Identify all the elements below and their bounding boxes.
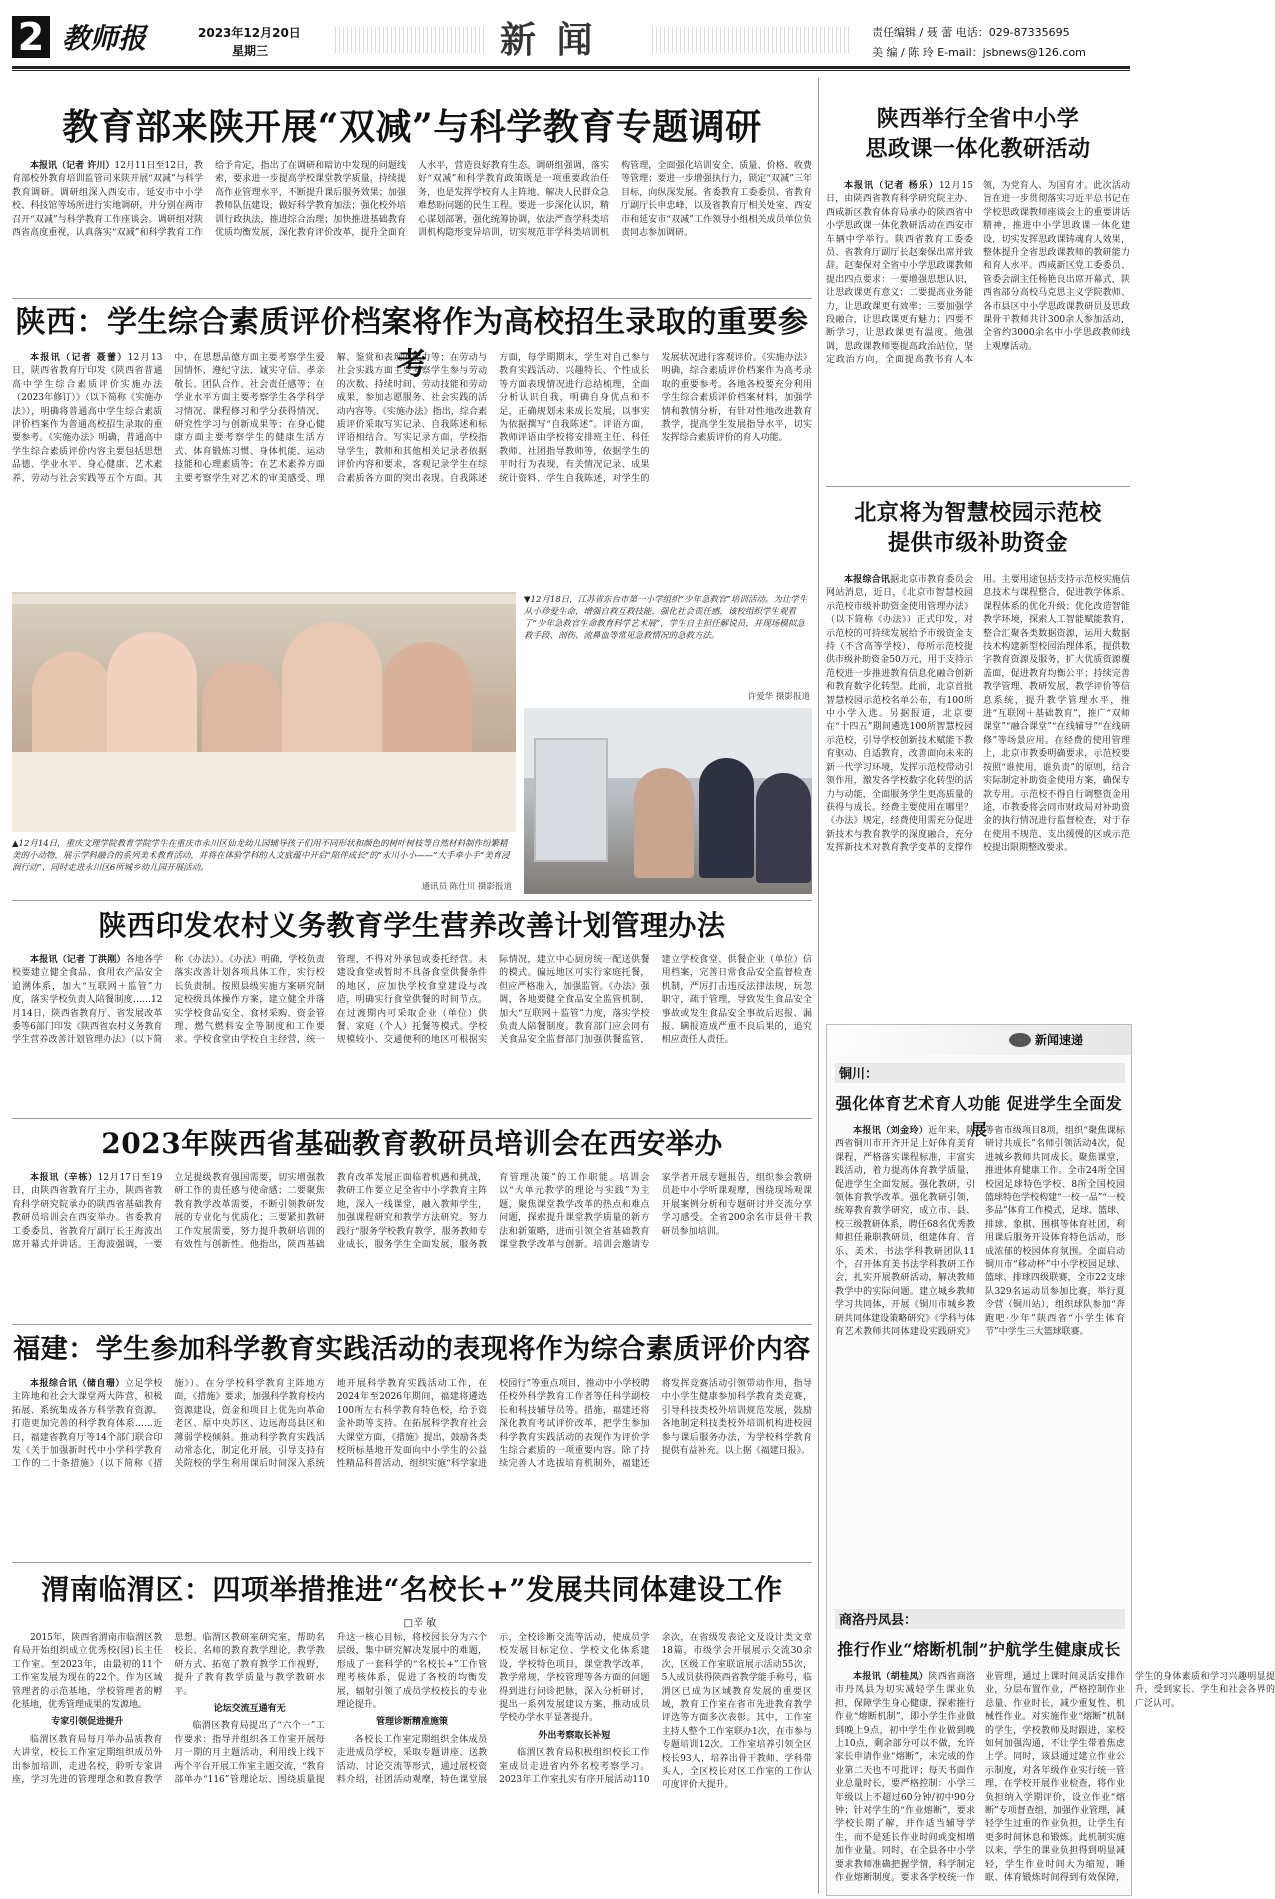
article-5-byline: 本报综合讯（储自珊） [30, 1379, 125, 1389]
article-6-sub1-text: 临渭区教育局每月举办品质教育大讲堂，校长工作室定期组织成员外出参加培训，走进名校，聆听专家讲座，学习先进的管理理念和教育教学思想。临渭区教研室研究室，帮助名校长、名师的教育教学理论，教学教研方式、拓宽了教育教学工作视野，提升了教育教学质量与教学教研水平。 [12, 1633, 325, 1786]
express-1-title: 强化体育艺术育人功能 促进学生全面发展 [835, 1094, 1123, 1139]
article-4-text: 12月17日至19日，由陕西省教育厅主办，陕西省教育科学研究院承办的陕西省基础教育教研员培训会在西安举办。省委教育工委委员、省教育厅副厅长王海波出席开幕式并讲话。王海波强调，一要立足提级教育强国需要，切实增强教研工作的责任感与使命感；二要聚焦教育教学改革需要，不断引领教研发展的专业化与优质化；三要紧扣教研工作发展需要，努力提升教研培训的有效性与创新性。他指出，陕西基础教育改革发展正面临着机遇和挑战，教研工作要立足全省中小学教育主阵地，深入一线课堂，融入教师学生，加强课程研究和教学方法研究。努力践行“服务学校教育教学，服务教师专业成长，服务学生全面发展，服务教育管理决策”的工作职能。培训会以“大单元教学的理论与实践”为主题，聚焦课堂教学改革的热点和难点问题，探索提升课堂教学质量的新方法和新策略，进而引领全省基础教育课堂教学改革与创新。培训会邀请专家学者开展专题报告，组织参会教研员赴中小学听课观摩，围绕现场观课开展案例分析和专题研讨并交流分享学习感受。全省200余名市县骨干教研员参加培训。 [12, 1173, 812, 1251]
article-1-text: 12月11日至12日，教育部校外教育培训监管司来陕开展“双减”与科学教育调研。调研组深入西安市、延安市中小学校、科技馆等场所进行实地调研，并分别在两市召开“双减”与科学教育工作座谈会。调研组对陕西省高度重视，认真落实“双减”和科学教育工作给予肯定，指出了在调研和暗访中发现的问题线索，要求进一步提高学校课堂教学质量，持续提高作业管理水平，不断提升课后服务效果；加强教师队伍建设，做好科学教育加法；强化校外培训行政执法，推进综合治理；加快推进基础教育优质均衡发展，深化教育评价改革，提升全面育人水平，营造良好教育生态。调研组强调，落实好“双减”和科学教育政策既是一项重要政治任务，也是发挥学校育人主阵地、解决人民群众急难愁盼问题的民生工程。要进一步深化认识，精心谋划部署，强化统筹协调，依法严查学科类培训机构隐形变异培训，切实规范非学科类培训机构管理，全面强化培训安全、质量、价格、收费等管理；要进一步增强执行力，锁定“双减”三年目标，向纵深发展。省委教育工委委员、省教育厅副厅长申忠峰，以及省教育厅相关处室、西安市和延安市“双减”工作领导小组相关成员单位负责同志参加调研。 [12, 161, 812, 239]
designer-line: 美 编 / 陈 玲 E-mail：jsbnews@126.com [872, 46, 1086, 59]
right-2-headline-line1: 北京将为智慧校园示范校 [854, 500, 1102, 526]
news-express-box [826, 1024, 1275, 1896]
editor-line: 责任编辑 / 聂 蕾 电话：029-87335695 [872, 26, 1070, 39]
article-6-headline: 渭南临渭区：四项举措推进“名校长+”发展共同体建设工作 [41, 1573, 783, 1606]
article-2-body [12, 352, 812, 582]
article-3-text: 各地各学校要建立健全食品、食用农产品安全追溯体系，加大“互联网＋监管”力度，落实学校负责人陪餐制度……12月14日，陕西省教育厅、省发展改革委等6部门印发《陕西省农村义务教育学生营养改善计划管理办法》（以下简称《办法》）。《办法》明确，学校负责落实改善计划各项具体工作，实行校长负责制。按照县级实施方案研究制定校级具体操作方案，建立健全并落实学校食品安全、食材采购、资金管理、燃气燃料安全等制度和工作要求。学校食堂由学校自主经营，统一管理，不得对外承包或委托经营。未建设食堂或暂时不具备食堂供餐条件的地区，应加快学校食堂建设与改造，明确实行食堂供餐的时间节点。在过渡期内可采取企业（单位）供餐、家庭（个人）托餐等模式。学校规模较小、交通便利的地区可根据实际情况，建立中心厨房统一配送供餐的模式。偏远地区可实行家庭托餐，但应严格准入，加强监管。《办法》强调，各地要健全食品安全监管机制，加大“互联网＋监管”力度，落实学校负责人陪餐制度。教育部门应会同有关食品安全监督部门加强供餐监管，建立学校食堂、供餐企业（单位）信用档案，完善日常食品安全监督检查机制，严厉打击违反法律法规，玩忽职守，疏于管理，导致发生食品安全事故或发生食品安全事故后迟报、漏报、瞒报造成严重不良后果的，追究相应责任人责任。 [12, 955, 812, 1046]
page-number: 2 [12, 16, 50, 58]
express-1-byline: 本报讯（刘金玲） [853, 1126, 929, 1136]
section-ornament-left [335, 27, 485, 53]
article-2-text: 12月13日，陕西省教育厅印发《陕西省普通高中学生综合素质评价实施办法（2023年修订）》（以下简称《实施办法》），明确将普通高中学生综合素质评价档案作为普通高校招生录取的重要参考。《实施办法》明确，普通高中学生综合素质评价内容主要包括思想品德、学业水平、身心健康、艺术素养、劳动与社会实践等五个方面。其中，在思想品德方面主要考察学生爱国情怀、遵纪守法、诚实守信、孝亲敬长、团队合作、社会责任感等；在学业水平方面主要考察学生各学科学习情况、课程修习和学分获得情况、研究性学习与创新成果等；在身心健康方面主要考察学生的健康生活方式、体育锻炼习惯、身体机能、运动技能和心理素质等；在艺术素养方面主要考察学生对艺术的审美感受、理解、鉴赏和表现的能力等；在劳动与社会实践方面主要考察学生参与劳动的次数、持续时间、劳动技能和劳动成果，参加志愿服务、社会实践的活动内容等。《实施办法》指出，综合素质评价采取写实记录、自我陈述和标评语相结合。写实记录方面，学校指导学生，教师和其他相关记录者依据评价内容和要求，客观记录学生在综合素质各方面的突出表现。自我陈述方面，每学期期末，学生对自己参与教育实践活动、兴趣特长、个性成长等方面表现情况进行总结梳理，全面分析认识自我，明确自身优点和不足，正确规划未来成长发展，以事实为依据撰写“自我陈述”。评语方面，教师评语由学校将安排班主任、科任教师、社团指导教师等，依据学生的平时行为表现，有关情况记录、成果统计资料、学生自我陈述，对学生的发展状况进行客观评价。《实施办法》明确，综合素质评价档案作为高考录取的重要参考。各地各校要充分利用学生综合素质评价档案材料，加强学情和教情分析，有针对性地改进教育教学，提高学生发展指导水平，切实发挥综合素质评价的育人功能。 [12, 353, 812, 484]
article-6-sub3: 管理诊断精准施策 [375, 1717, 448, 1728]
news-express-icon [1009, 1033, 1031, 1047]
article-5-text: 立足学校主阵地和社会大课堂两大阵营，积极拓展、系统集成各方科学教育资源，打造更加完善的科学教育体系……近日，福建省教育厅等14个部门联合印发《关于加强新时代中小学科学教育工作的二十条措施》（以下简称《措施》）。在分学校科学教育主阵地方面，《措施》要求，加强科学教育校内资源建设，资金和项目上优先向革命老区、原中央苏区、边远海岛县区和薄弱学校倾斜。推动科学教育实践活动常态化，制定化开展，引导支持有关院校的学生利用课后时间深入系统地开展科学教育实践活动工作，在2024年至2026年期间，福建将遴选100所左右科学教育特色校，给予资金补助等支持。在拓展科学教育社会大课堂方面，《措施》提出，鼓励各类校所标基地开发面向中小学生的公益性精品科普活动，组织实施“科学家进校园行”等重点项目，推动中小学校聘任校外科学教育工作者等任科学副校长和科技辅导员等。措施，福建还将深化教育考试评价改革，把学生参加科学教育实践活动的表现作为评价学生综合素质的一项重要内容。除了持续完善人才选拔培育机制外，福建还将发挥竞赛活动引领带动作用，指导中小学生健康参加科学教育类竞赛，引导科技类校外培训规范发展，鼓励各地制定科技类校外培训机构进校园参与课后服务办法，为学校科学教育提供有益补充。以上据《福建日报》。 [12, 1379, 812, 1470]
masthead [0, 0, 1140, 72]
article-6-body [12, 1632, 812, 1894]
right-1-byline: 本报讯（记者 杨乐） [844, 181, 939, 191]
article-3-byline: 本报讯（记者 丁洪刚） [30, 955, 126, 965]
express-1-region-text: 铜川： [839, 1067, 879, 1082]
photo-firstaid-caption-text: ▼12月18日，江苏省东台市第一小学组织“少年急救官”培训活动。为让学生从小珍爱生命，增强自救互救技能，强化社会责任感，该校组织学生观看了“少年急救官生命教育科学艺术展”，学生自主担任解说员，并现场模拟急救手段、剖伤、流鼻血等常见急救情况的急救方法。 [524, 595, 808, 641]
express-1-region [835, 1063, 1125, 1083]
article-1-headline: 教育部来陕开展“双减”与科学教育专题调研 [62, 106, 762, 148]
article-2-headline: 陕西：学生综合素质评价档案将作为高校招生录取的重要参考 [15, 305, 809, 382]
article-6-sub4: 外出考察取长补短 [538, 1730, 611, 1741]
right-2-headline-line2: 提供市级补助资金 [887, 530, 1068, 556]
right-2-byline: 本报综合讯 [844, 575, 891, 585]
right-1-body [826, 180, 1130, 480]
photo-kindergarten-caption-text: ▲12月14日，重庆文理学院教育学院学生在重庆市永川区仙龙幼儿园辅导孩子们用不同形状和颜色的树叶树枝等自然材料制作纷繁精美的小动物，展示学科融合的系列美术教育活动，并将在体验学科的人文底蕴中开启“陪伴成长”的“永川小小——”大手牵小手“美育浸润行动”，同时走进永川区6所城乡幼儿园开展活动。 [12, 839, 510, 873]
issue-weekday: 星期三 [232, 44, 269, 58]
section-title: 新 闻 [500, 19, 597, 61]
right-2-text: 据北京市教育委员会网站消息，近日，《北京市智慧校园示范校市级补助资金使用管理办法》（以下简称《办法》）正式印发，对示范校的可持续发展给予市级资金支持（不含高等学校），每所示范校提供市级补助资金50万元，用于支持示范校进一步推进教育信息化融合创新和教育数字化转型。此前，北京首批智慧校园示范校名单公布，有100所中小学入选。另据报道，北京要在“十四五”期间遴选100所智慧校园示范校，引导学校创新技术赋能下教育驱动、自适教育，改善面向未来的新一代学习环境，发挥示范校带动引领作用，激发各学校数字化转型的活力与动能，全面服务学生更高质量的获得与成长。经费主要使用在哪里？《办法》规定，经费使用需充分促进新技术与教育教学的深度融合，充分发挥新技术对教育教学变革的支撑作用。主要用途包括支持示范校实施信息技术与课程整合，促进教学体系、课程体系的优化升级；优化改造智能教学环境，探索人工智能赋能教育，整合汇聚各类数据资源，运用大数据技术构建新型校园治理体系，提供数字教育资源及服务，扩大优质资源覆盖面，促进教育均衡公平；持续完善教学管理、教研发展，教学评价等信息系统，提升教学管理水平，推进“互联网＋基础教育”，推广“双师课堂”“融合课堂”“在线辅导”“在线研修”等场景应用。在经费的使用管理上，北京市教委明确要求，示范校要按照“谁使用，谁负责”的原则，结合实际制定补助资金使用方案，确保专款专用。示范校不得自行调整资金用途，市教委将会同市财政局对补助资金的执行情况进行监督检查，对于存在使用不规范、支出缓慢的区或示范校提出限期整改要求。 [826, 575, 1130, 854]
photo-kindergarten [12, 592, 516, 832]
article-6-sub2: 论坛交流互通有无 [213, 1704, 286, 1715]
article-3-headline: 陕西印发农村义务教育学生营养改善计划管理办法 [98, 909, 726, 942]
photo-firstaid-caption [524, 594, 812, 686]
express-2-region-text: 商洛丹凤县： [839, 1613, 918, 1628]
article-5-headline: 福建：学生参加科学教育实践活动的表现将作为综合素质评价内容 [13, 1334, 811, 1365]
express-2-title: 推行作业“熔断机制”护航学生健康成长 [837, 1640, 1121, 1659]
right-1-headline-line1: 陕西举行全省中小学 [876, 106, 1080, 132]
right-2-body [826, 574, 1130, 1014]
article-6-sub2-text: 临渭区教育局提出了“六个一”工作要求：指导并组织各工作室开展每月一期的月主题活动，利用线上线下两个平台开展工作室主题交流，“教育部单办“116”管理论坛、围绕质量提升这一核心目标，将校园长分为六个层级，集中研究解决发展中的难题，形成了一套科学的“名校长+”工作管理考核体系，促进了各校的均衡发展，辐射引领了成员学校校长的专业理论提升。 [174, 1633, 488, 1786]
express-2-body [835, 1671, 1275, 1889]
section-ornament-right [652, 27, 852, 53]
article-6-sub1: 专家引领促进提升 [51, 1717, 124, 1728]
article-6-sub3-text: 各校长工作室定期组织全体成员走进成员学校，采取专题讲座、送教活动、讨论交流等形式，通过展校资料介绍，社团活动观摩，特色课堂展示，全校诊断交流等活动，使成员学校发展目标定位、学校文化体系建设，学校特色项目，课堂教学改革，教学常规，学校管理等各方面的问题得到进行问诊把脉，深入分析研讨，提出一系列发展建议方案，推动成员学校办学水平显著提升。 [336, 1633, 650, 1786]
express-2-byline: 本报讯（胡桂凤） [853, 1672, 929, 1682]
photo-kindergarten-credit: 通讯员 陈仕川 摄影报道 [421, 882, 512, 892]
paper-name: 教师报 [62, 22, 147, 55]
article-2-byline: 本报讯（记者 聂蕾） [30, 353, 128, 363]
article-6-sub4-text: 临渭区教育局积极组织校长工作室成员走进省内外名校考察学习。2023年工作室扎实有序开展活动110余次，在省级发表论文及设计类文章18篇，市级学会开展展示交流30余次，区级工作室联谊展示活动55次，5人成员获得陕西省教学能手称号，临渭区已成为区域教育发展的重要区域，教育工作室在省市先进教育教学评选等方面多次表彰。其中，工作室主持人整个工作室联办1次，在市参与专题培训12次。工作室培养引领全区校长93人，培养出骨干教师、学科带头人，全区校长对区工作室的工作认可度评价大提升。 [499, 1633, 812, 1791]
right-1-text: 12月15日，由陕西省教育科学研究院主办、西咸新区教育体育局承办的陕西省中小学思政课一体化教研活动在西安市车辆中学举行。陕西省教育工委委员、省教育厅副厅长赵秦保出席并致辞。赵秦保对全省中小学思政课教师提出四点要求：一要增强思想认识，让思政课更有意义；二要提高业务能力，让思政课更有效率；三要加强学段融合，让思政课更有魅力；四要不断学习，让思政课更有温度。他强调，思政课教师要提高政治站位，坚定政治方向，全面提高教书育人本领，为党育人、为国育才。此次活动旨在进一步贯彻落实习近平总书记在学校思政课教师座谈会上的重要讲话精神，推进中小学思政课一体化建设，切实发挥思政课铸魂育人效果，整体提升全省思政课教师的教研能力和育人水平。西咸新区党工委委员、管委会副主任杨艳良出席开幕式，陕西省部分高校马克思主义学院教师、各市县区中小学思政课教研员及思政课骨干教师共计300余人参加活动，全省约3000余名中小学思政教师线上观摩活动。 [826, 181, 1130, 366]
article-6-intro: 2015年，陕西省渭南市临渭区教育局开始组织成立优秀校(园)长主任工作室。至2023年，由最初的11个工作室发展为现在的22个。作为区域管理者的示范基地，学校管理者的孵化基地，优秀管理成果的发源地。 [12, 1633, 163, 1711]
news-express-label: 新闻速递 [1035, 1033, 1084, 1047]
issue-date: 2023年12月20日 [198, 26, 301, 40]
photo-firstaid-credit: 许爱华 摄影报道 [747, 692, 810, 702]
article-6-byline: □辛 敏 [403, 1618, 437, 1629]
express-1-text: 近年来，陕西省铜川市开齐开足上好体育美育课程，严格落实课程标准，丰富实践活动，着力提高体育教学质量，促进学生全面发展。强化教研，引领体育教学改革。强化教研引领，统筹教育教学研究，成立市、县、校三级教研体系，聘任68名优秀教师担任兼职教研员，组建体育、音乐、美术、书法学科教研团队11个，召开体育美书法学科教研工作会，扎实开展教研活动，解决教师教学中的实际问题。建立城乡教师学习共同体，开展《铜川市城乡教研共同体建设策略研究》《学科与体育艺术教师共同体建设实践研究》等省市级项目8项，组织“聚焦课标 研讨共成长”名师引领活动4次，促进城乡教师共同成长。聚焦课堂，推进体育健康工作。全市24所全国校园足球特色学校、8所全国校园篮球特色学校构建“一校一品”“一校多品”体育工作模式，足球、篮球、排球、象棋、围棋等体育社团，利用课后服务开设体育特色活动，形成浓郁的校园体育氛围。全面启动铜川市“移动杯”中小学校园足球、篮球、排球四级联赛，全市22支球队329名运动员参加比赛，举行夏令营（铜川站），组织球队参加“奔跑吧·少年”陕西省“小学生体育节”中学生三大篮球联赛。 [835, 1126, 1125, 1338]
article-5-body [12, 1378, 812, 1554]
express-1-body [835, 1125, 1125, 1601]
express-2-text: 陕西省商洛市丹凤县为切实减轻学生课业负担，保障学生身心健康，探索推行作业“熔断机制”，即小学生作业做到晚上9点，初中学生作业做到晚上10点，剩余部分可以不做，允许家长申请作业“熔断”，未完成的作业第二天也不可批评；每天书面作业总量时长，要严格控制：小学三年级以上不超过60分钟/初中90分钟；针对学生的“作业熔断”，要求学校长期了解，并作适当辅导学生，而不是延长作业时间或变相增加作业量。同时，在全县各中小学要求教师准确把握学情，科学制定作业熔断制度。要求各学校统一作业管理，通过上课时间灵活安排作业，分层布置作业，严格控制作业总量、作业时长，减少重复性、机械性作业。对实施作业“熔断”机制的学生，学校教师及时跟进，家校如何加强沟通，不让学生带着焦虑上学。同时，该县通过建立作业公示制度，对各年级作业实行统一管理，在学校开展作业检查，将作业负担纳入学期评价，设立作业“熔断”专项督查组，加强作业管理，减轻学生过重的作业负担，让学生有更多时间休息和锻炼。此机制实施以来，学生的课业负担得到明显减轻，学生作业时间大为缩短，睡眠、体育锻炼时间得到有效保障，学生的身体素质和学习兴趣明显提升，受到家长、学生和社会各界的广泛认可。 [835, 1672, 1275, 1884]
photo-firstaid [524, 708, 812, 894]
article-4-body [12, 1172, 812, 1318]
express-2-region [835, 1609, 1125, 1629]
article-1-byline: 本报讯（记者 许川） [30, 161, 115, 171]
right-1-headline-line2: 思政课一体化教研活动 [865, 136, 1091, 162]
article-4-byline: 本报讯（辛栋） [30, 1173, 98, 1183]
article-3-body [12, 954, 812, 1112]
article-4-headline: 2023年陕西省基础教育教研员培训会在西安举办 [101, 1127, 723, 1160]
article-1-body [12, 160, 812, 290]
